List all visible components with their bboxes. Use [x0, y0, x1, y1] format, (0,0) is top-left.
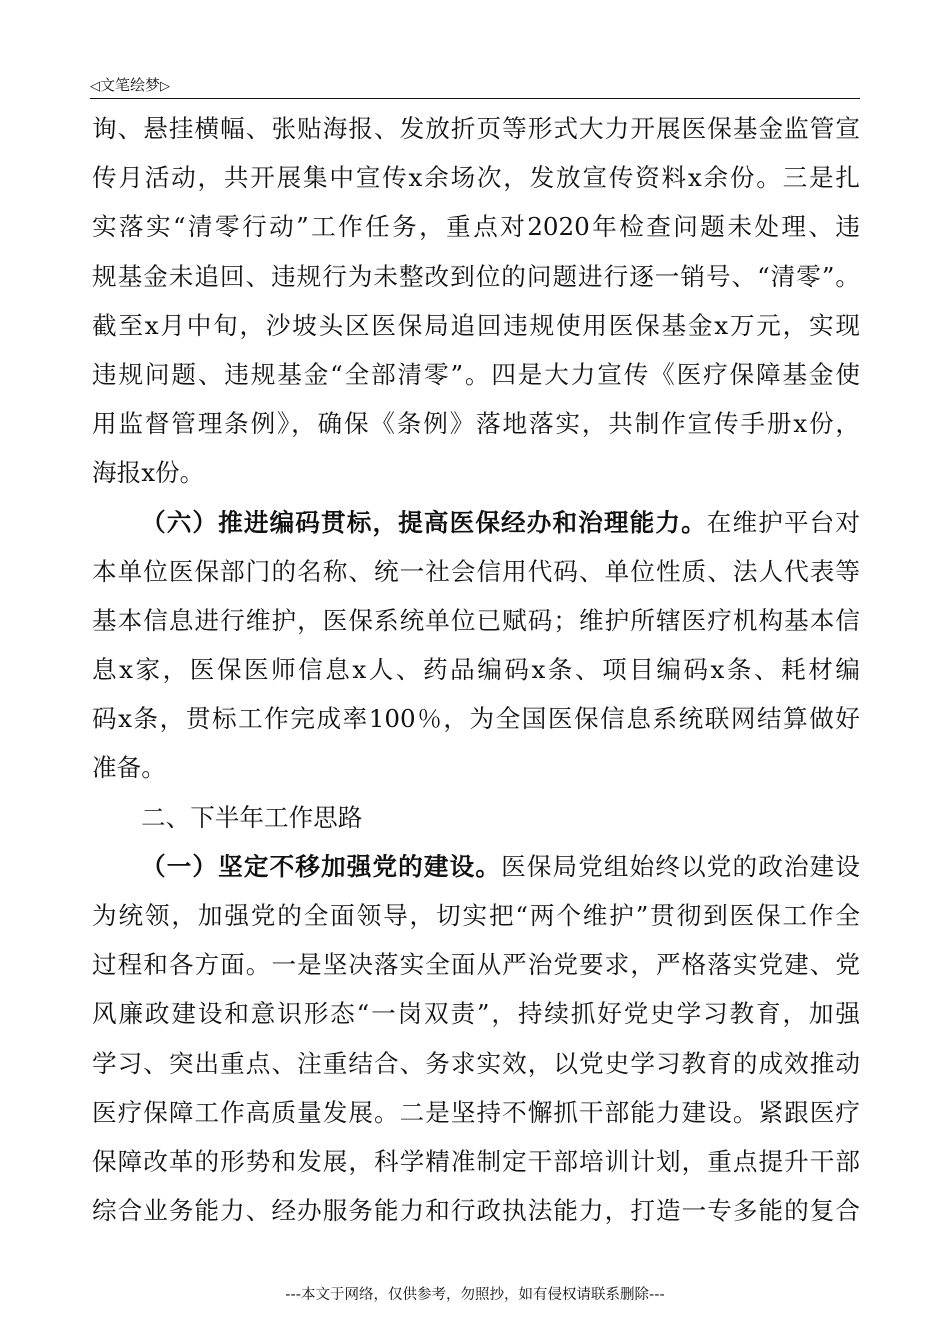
text-line: 实落实“清零行动”工作任务，重点对2020年检查问题未处理、违	[92, 212, 860, 242]
text-line: 违规问题、违规基金“全部清零”。四是大力宣传《医疗保障基金使	[92, 359, 860, 389]
text-line: 海报x份。	[92, 458, 205, 488]
text-line: 传月活动，共开展集中宣传x余场次，发放宣传资料x余份。三是扎	[92, 163, 860, 193]
right-triangle-icon: ▷	[160, 79, 171, 94]
text-line: 保障改革的形势和发展，科学精准制定干部培训计划，重点提升干部	[92, 1146, 860, 1176]
text-line: 风廉政建设和意识形态“一岗双责”，持续抓好党史学习教育，加强	[92, 999, 860, 1029]
text-line: 基本信息进行维护，医保系统单位已赋码；维护所辖医疗机构基本信	[92, 605, 860, 635]
left-triangle-icon: ◁	[90, 79, 100, 94]
page-footer: ---本文于网络，仅供参考，勿照抄，如有侵权请联系删除---	[285, 1287, 665, 1303]
document-body	[92, 104, 860, 1235]
text-line: 学习、突出重点、注重结合、务求实效，以党史学习教育的成效推动	[92, 1048, 860, 1078]
page-header	[90, 70, 860, 99]
text-line: 码x条，贯标工作完成率100％，为全国医保信息系统联网结算做好	[92, 704, 860, 734]
text-line: 医疗保障工作高质量发展。二是坚持不懈抓干部能力建设。紧跟医疗	[92, 1097, 860, 1127]
text-line: 本单位医保部门的名称、统一社会信用代码、单位性质、法人代表等	[92, 556, 860, 586]
text-line: 截至x月中旬，沙坡头区医保局追回违规使用医保基金x万元，实现	[92, 310, 860, 340]
text-line: 用监督管理条例》，确保《条例》落地落实，共制作宣传手册x份，	[92, 409, 860, 439]
section-heading-line: （一）坚定不移加强党的建设。医保局党组始终以党的政治建设	[141, 851, 860, 881]
header-title: 文笔绘梦	[100, 76, 161, 94]
text-line: 准备。	[92, 753, 166, 783]
text-line: 综合业务能力、经办服务能力和行政执法能力，打造一专多能的复合	[92, 1196, 860, 1226]
section-heading: （六）推进编码贯标，提高医保经办和治理能力。	[141, 507, 707, 537]
text-line: 过程和各方面。一是坚决落实全面从严治党要求，严格落实党建、党	[92, 950, 860, 980]
text-line: 息x家，医保医师信息x人、药品编码x条、项目编码x条、耗材编	[92, 655, 860, 685]
text-line: 询、悬挂横幅、张贴海报、发放折页等形式大力开展医保基金监管宣	[92, 114, 860, 143]
section-heading: （一）坚定不移加强党的建设。	[141, 851, 502, 881]
text-line: 规基金未追回、违规行为未整改到位的问题进行逐一销号、“清零”。	[92, 261, 860, 291]
text-line: 为统领，加强党的全面领导，切实把“两个维护”贯彻到医保工作全	[92, 901, 860, 930]
chapter-heading: 二、下半年工作思路	[141, 802, 363, 832]
section-heading-line: （六）推进编码贯标，提高医保经办和治理能力。在维护平台对	[141, 507, 860, 537]
